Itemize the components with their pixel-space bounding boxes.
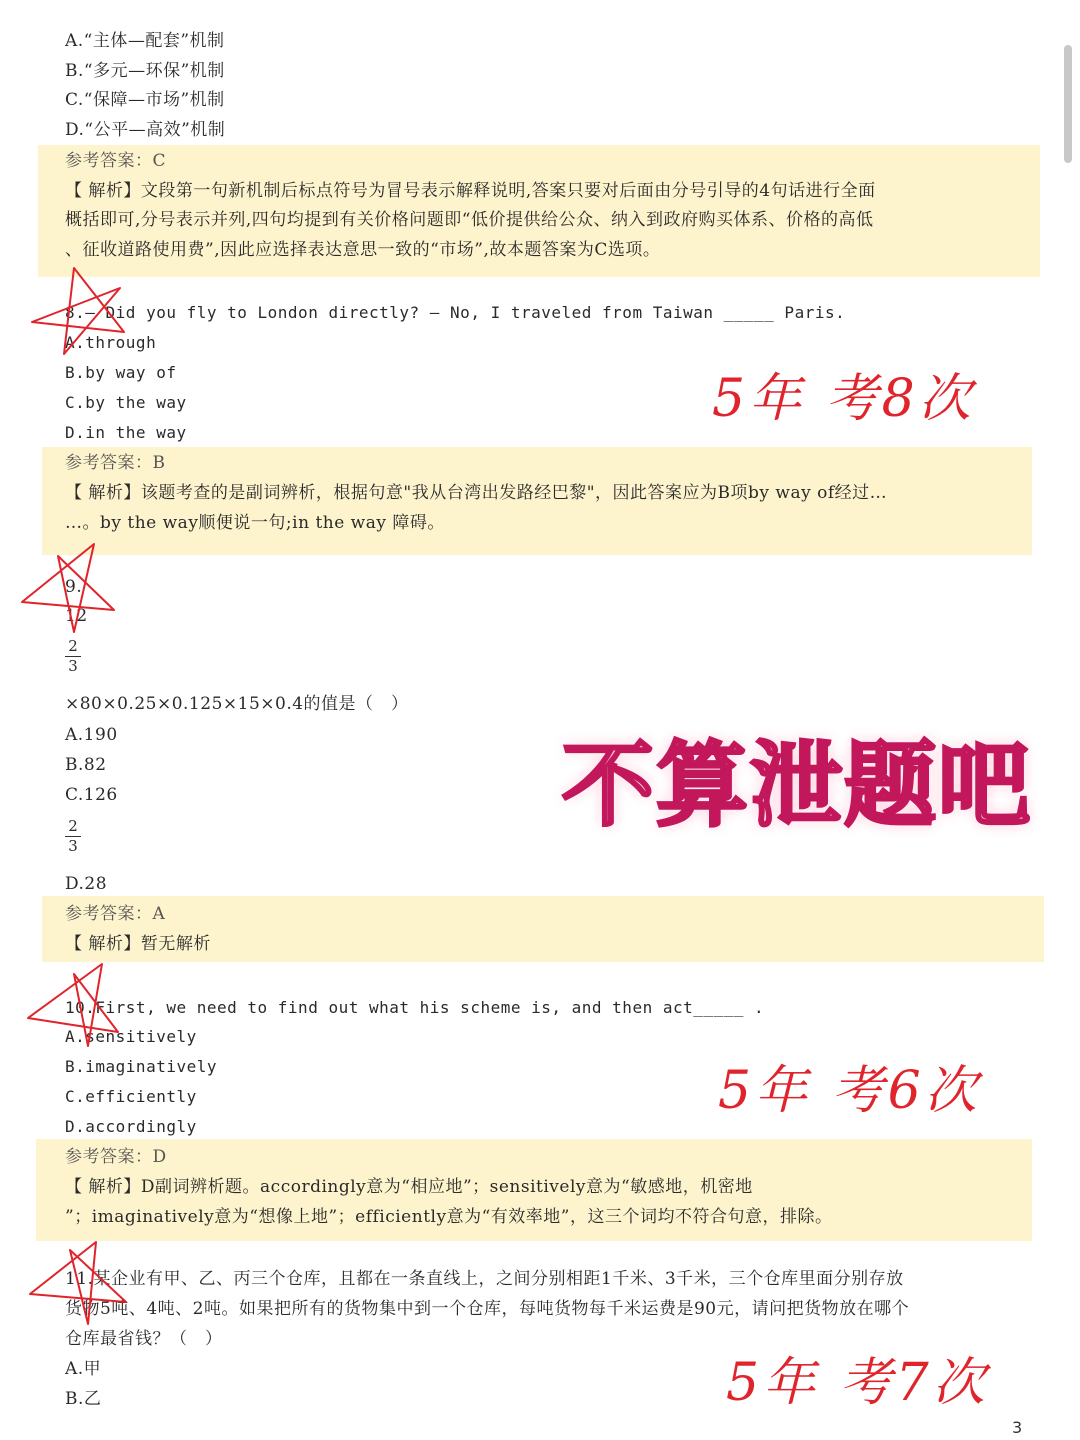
q10-star-mark-icon xyxy=(22,960,142,1060)
q9-expression: ×80×0.25×0.125×15×0.4的值是（ ） xyxy=(65,694,409,714)
q10-answer: 参考答案：D xyxy=(65,1147,167,1167)
q9-fraction-2: 2 3 xyxy=(65,818,81,855)
q9-fraction-1: 2 3 xyxy=(65,638,81,675)
q7-option-c: C.“保障—市场”机制 xyxy=(65,90,225,110)
q10-frequency-note: 5年 考6次 xyxy=(718,1061,981,1121)
q9-option-b: B.82 xyxy=(65,755,107,775)
q10-stem: 10.First, we need to find out what his scheme is, and then act_____ . xyxy=(65,998,765,1017)
q8-option-c: C.by the way xyxy=(65,393,187,412)
q11-frequency-note: 5年 考7次 xyxy=(726,1353,989,1413)
q7-analysis-line-3: 、征收道路使用费”,因此应选择表达意思一致的“市场”,故本题答案为C选项。 xyxy=(65,240,661,260)
q10-analysis-line-2: ”；imaginatively意为“想像上地”；efficiently意为“有效率地”，这三个词均不符合句意，排除。 xyxy=(65,1207,833,1227)
page-number: 3 xyxy=(1012,1418,1023,1437)
q7-option-a: A.“主体—配套”机制 xyxy=(65,31,225,51)
q9-number-12: 12 xyxy=(65,606,88,626)
q8-option-a: A.through xyxy=(65,333,157,352)
q11-star-mark-icon xyxy=(26,1240,146,1340)
q10-option-b: B.imaginatively xyxy=(65,1057,217,1076)
q10-option-c: C.efficiently xyxy=(65,1087,197,1106)
q11-stem-line-3: 仓库最省钱？（ ） xyxy=(65,1329,223,1349)
q11-option-b: B.乙 xyxy=(65,1389,102,1409)
q7-analysis-line-2: 概括即可,分号表示并列,四句均提到有关价格问题即“低价提供给公众、纳入到政府购买体系、价格的高低 xyxy=(65,210,874,230)
q11-option-a: A.甲 xyxy=(65,1359,102,1379)
q9-option-c: C.126 xyxy=(65,785,118,805)
q7-answer: 参考答案：C xyxy=(65,151,167,171)
q9-option-a: A.190 xyxy=(65,725,118,745)
q9-option-d: D.28 xyxy=(65,874,108,894)
scrollbar-thumb[interactable] xyxy=(1064,45,1072,163)
q8-analysis-line-1: 【 解析】该题考查的是副词辨析，根据句意"我从台湾出发路经巴黎"，因此答案应为B项by way of经过… xyxy=(65,483,888,503)
q10-option-a: A.sensitively xyxy=(65,1027,197,1046)
q7-analysis-line-1: 【 解析】文段第一句新机制后标点符号为冒号表示解释说明,答案只要对后面由分号引导的4句话进行全面 xyxy=(65,181,876,201)
q7-option-b: B.“多元—环保”机制 xyxy=(65,61,225,81)
q8-stem: 8.— Did you fly to London directly? — No, I traveled from Taiwan _____ Paris. xyxy=(65,303,846,322)
q9-analysis: 【 解析】暂无解析 xyxy=(65,934,211,954)
q9-number: 9. xyxy=(65,577,83,597)
q8-option-b: B.by way of xyxy=(65,363,177,382)
q8-analysis-line-2: …。by the way顺便说一句;in the way 障碍。 xyxy=(65,513,445,533)
q8-option-d: D.in the way xyxy=(65,423,187,442)
q8-answer: 参考答案：B xyxy=(65,453,166,473)
q11-stem-line-2: 货物5吨、4吨、2吨。如果把所有的货物集中到一个仓库，每吨货物每千米运费是90元，请问把货物放在哪个 xyxy=(65,1299,910,1319)
q8-frequency-note: 5年 考8次 xyxy=(712,369,975,429)
q10-analysis-line-1: 【 解析】D副词辨析题。accordingly意为“相应地”；sensitively意为“敏感地，机密地 xyxy=(65,1177,753,1197)
sticker-text: 不算泄题吧 xyxy=(562,732,1033,839)
q11-stem-line-1: 11.某企业有甲、乙、丙三个仓库，且都在一条直线上，之间分别相距1千米、3千米，三个仓库里面分别存放 xyxy=(65,1269,904,1289)
q7-option-d: D.“公平—高效”机制 xyxy=(65,120,226,140)
q9-star-mark-icon xyxy=(18,540,138,640)
q8-star-mark-icon xyxy=(20,262,140,362)
q10-option-d: D.accordingly xyxy=(65,1117,197,1136)
q9-answer: 参考答案：A xyxy=(65,904,166,924)
